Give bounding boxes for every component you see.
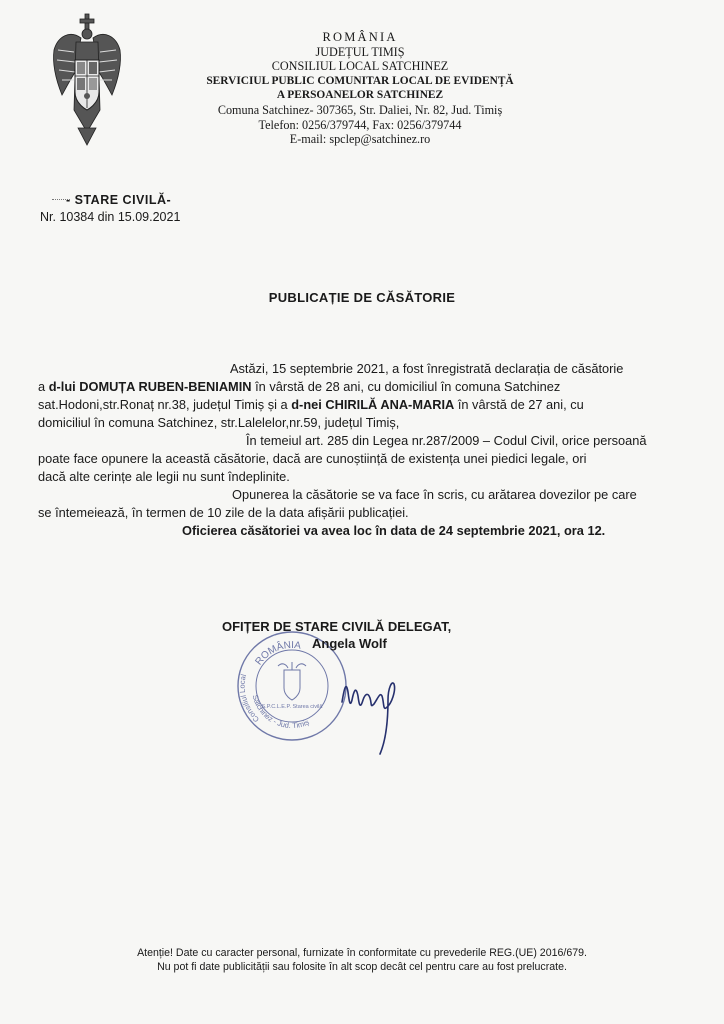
privacy-notice xyxy=(0,946,724,974)
body-line-5: În temeiul art. 285 din Legea nr.287/2009 – Codul Civil, orice persoană xyxy=(246,433,647,448)
service-name-line2: A PERSOANELOR SATCHINEZ xyxy=(276,89,444,102)
address: Comuna Satchinez- 307365, Str. Daliei, Nr. 82, Jud. Timiș xyxy=(217,102,503,117)
body-line-6: poate face opunere la această căsătorie, dacă are cunoștiință de existența unei piedici legale, ori xyxy=(38,451,587,466)
county-name: JUDEȚUL TIMIȘ xyxy=(315,44,405,59)
stamp-text-top: ROMÂNIA xyxy=(253,639,302,668)
council-name: CONSILIUL LOCAL SATCHINEZ xyxy=(271,59,449,74)
svg-text:Satchinez - Jud. Timiș xyxy=(251,694,311,730)
registry-number: Nr. 10384 din 15.09.2021 xyxy=(40,210,181,224)
bride-name: d-nei CHIRILĂ ANA-MARIA xyxy=(291,397,455,412)
officer-title: OFIȚER DE STARE CIVILĂ DELEGAT, xyxy=(222,619,452,634)
body-text: a xyxy=(38,379,49,394)
department-label: - STARE CIVILĂ- xyxy=(66,193,172,207)
document-title: PUBLICAȚIE DE CĂSĂTORIE xyxy=(268,290,456,305)
stamp-text-inner: S.P.C.L.E.P. Starea civilă xyxy=(261,704,323,710)
stamp-text-bottom: Satchinez - Jud. Timiș xyxy=(250,693,311,731)
body-text: sat.Hodoni,str.Ronaț nr.38, județul Timiș și a xyxy=(38,397,292,412)
body-text: în vârstă de 28 ani, cu domiciliul în comuna Satchinez xyxy=(251,379,561,394)
body-line-3 xyxy=(38,396,584,413)
body-line-1: Astăzi, 15 septembrie 2021, a fost înregistrată declarația de căsătorie xyxy=(230,361,624,376)
ceremony-date: Oficierea căsătoriei va avea loc în data de 24 septembrie 2021, ora 12. xyxy=(182,523,606,538)
email: E-mail: spclep@satchinez.ro xyxy=(289,132,431,147)
coat-of-arms-icon xyxy=(48,10,126,150)
institution-header xyxy=(200,30,520,147)
privacy-line-1: Atenție! Date cu caracter personal, furnizate în conformitate cu prevederile REG.(UE) 2016/679. xyxy=(137,947,587,959)
service-name-line1: SERVICIUL PUBLIC COMUNITAR LOCAL DE EVIDENȚĂ xyxy=(206,74,514,87)
handwritten-signature xyxy=(330,650,410,760)
body-line-2 xyxy=(38,378,560,395)
body-line-8: Opunerea la căsătorie se va face în scris, cu arătarea dovezilor pe care xyxy=(232,487,637,502)
svg-text:ROMÂNIA xyxy=(253,639,301,667)
registry-block xyxy=(40,192,180,226)
stamp-text-left: Consiliul Local xyxy=(237,673,261,725)
body-line-7: dacă alte cerințe ale legii nu sunt îndeplinite. xyxy=(38,469,290,484)
country-name: ROMÂNIA xyxy=(322,30,398,44)
groom-name: d-lui DOMUȚA RUBEN-BENIAMIN xyxy=(48,379,252,394)
body-text: în vârstă de 27 ani, cu xyxy=(454,397,584,412)
officer-name: Angela Wolf xyxy=(312,636,387,651)
phone-fax: Telefon: 0256/379744, Fax: 0256/379744 xyxy=(258,117,462,132)
body-line-4: domiciliul în comuna Satchinez, str.Lalelelor,nr.59, județul Timiș, xyxy=(38,415,400,430)
body-line-9: se întemeiează, în termen de 10 zile de la data afișării publicației. xyxy=(38,505,409,520)
privacy-line-2: Nu pot fi date publicității sau folosite în alt scop decât cel pentru care au fost prelucrate. xyxy=(157,961,567,973)
